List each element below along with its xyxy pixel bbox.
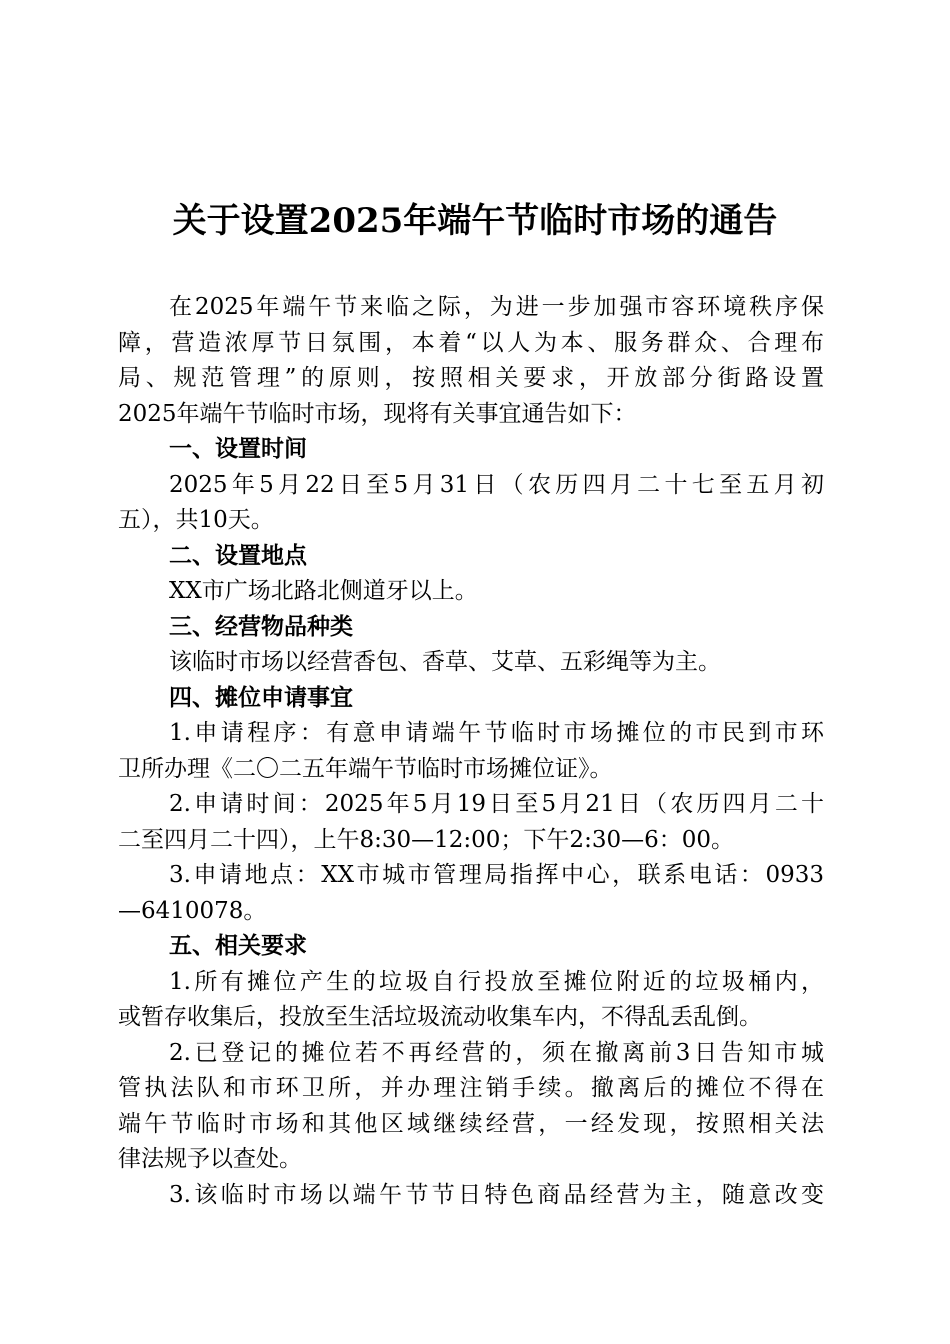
section-paragraph xyxy=(118,1178,824,1214)
section-paragraph xyxy=(118,574,824,610)
text-line: 律法规予以查处。 xyxy=(118,1146,302,1172)
section-paragraph xyxy=(118,858,824,929)
text-line: 2025年5月22日至5月31日（农历四月二十七至五月初 xyxy=(169,471,824,498)
section-paragraph xyxy=(118,787,824,858)
section-paragraph xyxy=(118,965,824,1036)
text-line: 或暂存收集后，投放至生活垃圾流动收集车内，不得乱丢乱倒。 xyxy=(118,1004,762,1030)
text-line: 障，营造浓厚节日氛围，本着“以人为本、服务群众、合理布 xyxy=(118,329,824,356)
section-paragraph xyxy=(118,1036,824,1178)
section-heading: 一、设置时间 xyxy=(169,436,307,462)
section-heading: 四、摊位申请事宜 xyxy=(169,684,353,711)
section-heading: 三、经营物品种类 xyxy=(169,613,353,640)
text-line: 二至四月二十四），上午8:30—12:00；下午2:30—6：00。 xyxy=(118,826,734,853)
text-line: 2.申请时间：2025年5月19日至5月21日（农历四月二十 xyxy=(169,791,824,817)
text-line: 3.申请地点：XX市城市管理局指挥中心，联系电话：0933 xyxy=(169,862,824,888)
text-line: 五），共10天。 xyxy=(118,507,274,533)
text-line: 3.该临时市场以端午节节日特色商品经营为主，随意改变 xyxy=(169,1181,824,1208)
text-line: —6410078。 xyxy=(118,897,267,924)
text-line: 2.已登记的摊位若不再经营的，须在撤离前3日告知市城 xyxy=(169,1039,824,1066)
text-line: 2025年端午节临时市场，现将有关事宜通告如下： xyxy=(118,400,637,427)
text-line: 1.所有摊位产生的垃圾自行投放至摊位附近的垃圾桶内， xyxy=(169,968,824,995)
text-line: 在2025年端午节来临之际，为进一步加强市容环境秩序保 xyxy=(169,294,824,320)
text-line: 卫所办理《二〇二五年端午节临时市场摊位证》。 xyxy=(118,755,613,782)
section-heading: 五、相关要求 xyxy=(169,933,307,959)
document-body xyxy=(118,290,824,1213)
document-title: 关于设置2025年端午节临时市场的通告 xyxy=(172,201,778,241)
intro-paragraph xyxy=(118,290,824,432)
text-line: 端午节临时市场和其他区域继续经营，一经发现，按照相关法 xyxy=(118,1110,824,1137)
text-line: 该临时市场以经营香包、香草、艾草、五彩绳等为主。 xyxy=(169,649,721,675)
text-line: 1.申请程序：有意申请端午节临时市场摊位的市民到市环 xyxy=(169,720,824,746)
text-line: 管执法队和市环卫所，并办理注销手续。撤离后的摊位不得在 xyxy=(118,1075,824,1101)
section-paragraph xyxy=(118,716,824,787)
section-paragraph xyxy=(118,645,824,681)
text-line: XX市广场北路北侧道牙以上。 xyxy=(169,578,478,604)
text-line: 局、规范管理”的原则，按照相关要求，开放部分街路设置 xyxy=(118,365,824,391)
section-heading: 二、设置地点 xyxy=(169,542,307,569)
section-paragraph xyxy=(118,468,824,539)
